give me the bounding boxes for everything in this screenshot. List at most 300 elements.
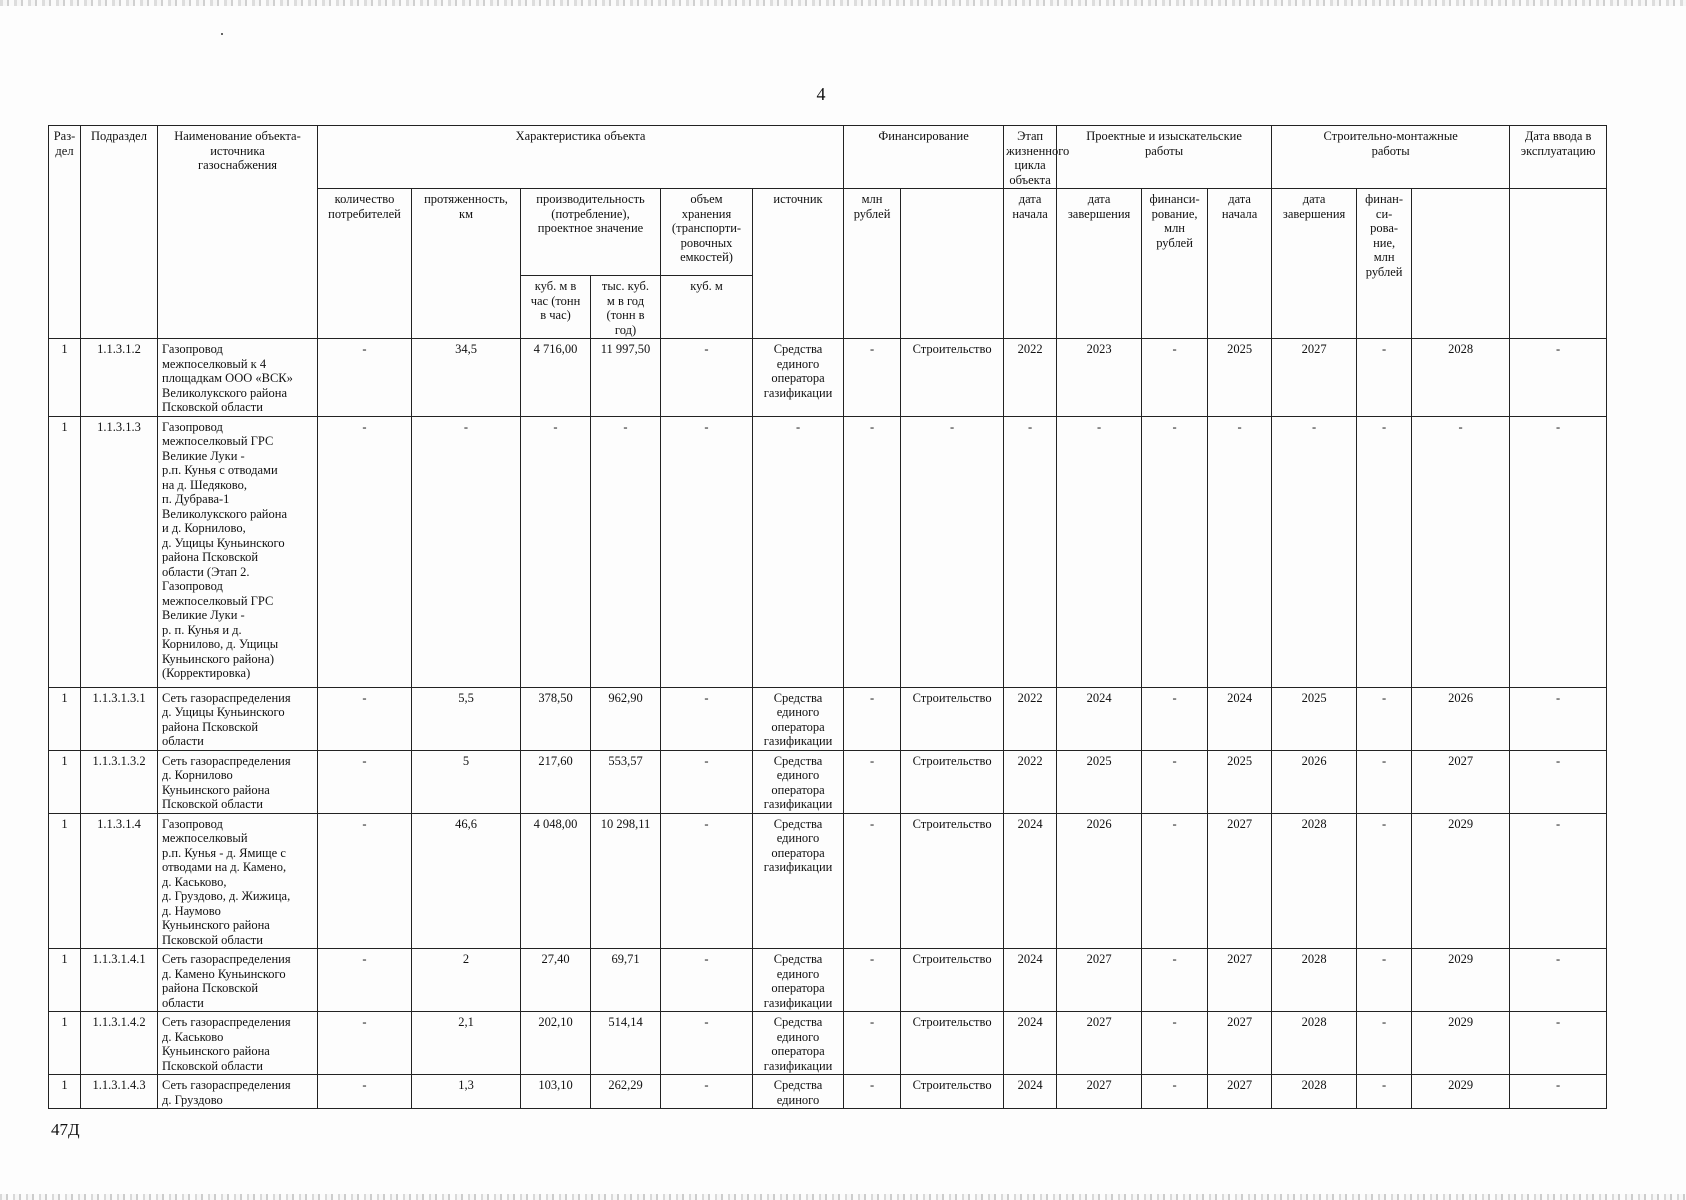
cell-text: 2027 (1086, 952, 1112, 966)
cell-text: 5,5 (458, 690, 474, 705)
cell-text: 2024 (1017, 952, 1043, 966)
header-design-end: дата завершения (1057, 189, 1142, 339)
cell-text: 1 (61, 419, 68, 434)
header-design-start: дата начала (1004, 189, 1057, 339)
cell-stage (901, 949, 1004, 1012)
cell-storage (661, 750, 753, 813)
cell-cap-hour (521, 339, 591, 417)
cell-text: 1 (61, 1078, 68, 1092)
cell-text: - (1312, 419, 1317, 434)
header-commissioning-date: Дата ввода в эксплуатацию (1510, 126, 1607, 189)
cell-length (412, 750, 521, 813)
cell-text: - (1556, 419, 1561, 434)
cell-source (753, 750, 844, 813)
cell-d-end (1057, 949, 1142, 1012)
document-code: 47Д (51, 1120, 80, 1139)
cell-mln (844, 416, 901, 687)
cell-text: Строительство (912, 1015, 992, 1029)
header-capacity: производительность (потребление), проектное значение (521, 189, 661, 276)
cell-podrazdel (81, 1012, 158, 1075)
cell-cap-hour (521, 813, 591, 949)
cell-mln (844, 750, 901, 813)
cell-text: - (869, 753, 875, 768)
cell-cap-hour (521, 416, 591, 687)
cell-c-fin (1357, 949, 1412, 1012)
cell-text: 1.1.3.1.3.2 (92, 753, 146, 768)
cell-name (158, 1075, 318, 1109)
cell-text: 962,90 (608, 690, 643, 705)
header-design-works: Проектные и изыскательские работы (1057, 126, 1272, 189)
table-row (49, 339, 1607, 417)
cell-text: Сеть газораспределения д. Камено Куньинского района Псковской области (162, 952, 291, 1010)
cell-text: - (362, 1015, 367, 1029)
cell-d-end (1057, 1075, 1142, 1109)
cell-stage (901, 1012, 1004, 1075)
cell-d-start (1004, 750, 1057, 813)
cell-cap-hour (521, 1012, 591, 1075)
table-row (49, 813, 1607, 949)
cell-storage (661, 1075, 753, 1109)
header-construction-works: Строительно-монтажные работы (1272, 126, 1510, 189)
cell-text: Средства единого оператора газификации (763, 1015, 833, 1073)
cell-text: 2022 (1017, 753, 1043, 768)
cell-cap-year (591, 687, 661, 750)
cell-d-fin (1142, 416, 1208, 687)
header-design-financing: финанси- рование, млн рублей (1142, 189, 1208, 339)
cell-text: - (704, 419, 709, 434)
cell-text: 2025 (1227, 753, 1253, 768)
cell-text: - (795, 419, 801, 434)
cell-text: - (1556, 753, 1561, 768)
cell-cap-hour (521, 1075, 591, 1109)
cell-c-fin (1357, 750, 1412, 813)
header-storage-volume: объем хранения (транспорти- ровочных емкостей) (661, 189, 753, 276)
cell-podrazdel (81, 949, 158, 1012)
cell-d-start (1004, 687, 1057, 750)
cell-text: 69,71 (611, 952, 640, 966)
cell-text: Средства единого оператора газификации (763, 952, 833, 1010)
cell-text: - (1556, 1015, 1561, 1029)
cell-text: Сеть газораспределения д. Каськово Куньинского района Псковской области (162, 1015, 291, 1073)
cell-text: - (869, 419, 875, 434)
cell-c-start (1208, 339, 1272, 417)
cell-c-fin (1357, 339, 1412, 417)
cell-text: 4 716,00 (533, 342, 578, 356)
cell-text: 2024 (1017, 1078, 1043, 1092)
cell-text: - (623, 419, 628, 434)
cell-d-fin (1142, 1012, 1208, 1075)
cell-text: - (463, 419, 469, 434)
header-lifecycle-stage: Этап жизненного цикла объекта (1004, 126, 1057, 189)
cell-text: 2,1 (458, 1015, 474, 1029)
cell-d-end (1057, 687, 1142, 750)
cell-text: 1.1.3.1.4.1 (92, 952, 146, 966)
cell-text: 1.1.3.1.2 (97, 342, 141, 356)
cell-text: - (1556, 1078, 1561, 1092)
header-cubic-m-hour: куб. м в час (тонн в час) (521, 276, 591, 339)
cell-d-fin (1142, 750, 1208, 813)
cell-text: 2026 (1448, 690, 1474, 705)
cell-stage (901, 416, 1004, 687)
cell-text: Средства единого оператора газификации (763, 342, 833, 400)
cell-razdel (49, 416, 81, 687)
header-stage-blank (901, 189, 1004, 339)
cell-source (753, 949, 844, 1012)
cell-text: - (1556, 690, 1561, 705)
cell-name (158, 949, 318, 1012)
cell-text: Строительство (912, 342, 992, 356)
cell-text: Газопровод межпоселковый к 4 площадкам ООО «ВСК» Великолукского района Псковской области (162, 342, 293, 414)
cell-text: 2022 (1017, 690, 1043, 705)
cell-cap-year (591, 339, 661, 417)
cell-consumers (318, 416, 412, 687)
cell-text: 2029 (1448, 1015, 1474, 1029)
cell-group (1510, 949, 1607, 1012)
cell-d-fin (1142, 813, 1208, 949)
cell-c-end (1272, 339, 1357, 417)
cell-text: 27,40 (541, 952, 570, 966)
cell-consumers (318, 949, 412, 1012)
header-construction-end: дата завершения (1272, 189, 1357, 339)
cell-group (1510, 416, 1607, 687)
cell-text: - (1172, 816, 1177, 831)
header-consumers-count: количество потребителей (318, 189, 412, 339)
cell-razdel (49, 813, 81, 949)
cell-text: - (1172, 1015, 1177, 1029)
cell-consumers (318, 1012, 412, 1075)
cell-text: 2 (462, 952, 470, 966)
cell-text: - (704, 952, 709, 966)
cell-group (1510, 813, 1607, 949)
cell-text: - (1382, 1078, 1387, 1092)
table-row (49, 750, 1607, 813)
cell-mln (844, 813, 901, 949)
cell-text: 1.1.3.1.4 (97, 816, 141, 831)
cell-text: Сеть газораспределения д. Груздово (162, 1078, 291, 1107)
cell-c-start (1208, 416, 1272, 687)
cell-text: - (1172, 1078, 1177, 1092)
header-financing: Финансирование (844, 126, 1004, 189)
cell-text: 46,6 (455, 816, 477, 831)
cell-source (753, 1012, 844, 1075)
cell-text: 514,14 (608, 1015, 643, 1029)
header-characteristics: Характеристика объекта (318, 126, 844, 189)
header-row-1 (49, 126, 1607, 189)
cell-text: Средства единого оператора газификации (763, 690, 833, 748)
cell-name (158, 1012, 318, 1075)
cell-c-start (1208, 1012, 1272, 1075)
cell-length (412, 1075, 521, 1109)
cell-text: 2026 (1086, 816, 1112, 831)
cell-text: - (869, 952, 875, 966)
cell-text: - (704, 816, 709, 831)
cell-storage (661, 339, 753, 417)
cell-text: 2025 (1086, 753, 1112, 768)
cell-text: Средства единого оператора газификации (763, 753, 833, 811)
cell-podrazdel (81, 813, 158, 949)
cell-text: 2024 (1227, 690, 1253, 705)
cell-group (1510, 687, 1607, 750)
cell-d-fin (1142, 687, 1208, 750)
cell-commission (1412, 687, 1510, 750)
cell-cap-year (591, 1012, 661, 1075)
cell-text: Строительство (912, 690, 992, 705)
header-object-name: Наименование объекта- источника газоснабжения (158, 126, 318, 339)
cell-text: - (949, 419, 955, 434)
cell-cap-year (591, 949, 661, 1012)
cell-text: 4 048,00 (533, 816, 578, 831)
cell-cap-year (591, 416, 661, 687)
cell-source (753, 813, 844, 949)
cell-group (1510, 750, 1607, 813)
cell-text: - (704, 1078, 709, 1092)
cell-text: Строительство (912, 952, 992, 966)
cell-c-end (1272, 416, 1357, 687)
cell-text: - (1382, 952, 1387, 966)
cell-razdel (49, 339, 81, 417)
cell-d-end (1057, 339, 1142, 417)
cell-c-end (1272, 949, 1357, 1012)
cell-c-fin (1357, 1075, 1412, 1109)
cell-text: - (362, 342, 367, 356)
cell-text: 2028 (1301, 816, 1327, 831)
cell-text: - (1382, 419, 1387, 434)
cell-c-start (1208, 813, 1272, 949)
header-construction-financing: финан- си- рова- ние, млн рублей (1357, 189, 1412, 339)
cell-cap-year (591, 813, 661, 949)
cell-podrazdel (81, 687, 158, 750)
cell-name (158, 813, 318, 949)
cell-c-fin (1357, 1012, 1412, 1075)
cell-stage (901, 1075, 1004, 1109)
cell-group (1510, 339, 1607, 417)
cell-text: - (362, 419, 367, 434)
cell-source (753, 1075, 844, 1109)
cell-razdel (49, 750, 81, 813)
cell-text: - (362, 753, 367, 768)
cell-podrazdel (81, 339, 158, 417)
scan-edge-top (0, 0, 1686, 6)
cell-d-end (1057, 416, 1142, 687)
header-thousand-cubic-m-year: тыс. куб. м в год (тонн в год) (591, 276, 661, 339)
cell-text: 217,60 (538, 753, 573, 768)
cell-text: Строительство (912, 753, 992, 768)
cell-cap-year (591, 1075, 661, 1109)
cell-c-end (1272, 1012, 1357, 1075)
cell-commission (1412, 1075, 1510, 1109)
cell-text: 11 997,50 (600, 342, 651, 356)
cell-name (158, 339, 318, 417)
cell-text: Средства единого (773, 1078, 823, 1107)
header-commissioning-blank (1412, 189, 1510, 339)
cell-c-start (1208, 687, 1272, 750)
cell-text: - (1172, 690, 1177, 705)
cell-text: 2022 (1017, 342, 1043, 356)
cell-storage (661, 1012, 753, 1075)
cell-c-start (1208, 1075, 1272, 1109)
cell-text: 1.1.3.1.3 (97, 419, 141, 434)
cell-d-fin (1142, 949, 1208, 1012)
cell-consumers (318, 687, 412, 750)
cell-d-end (1057, 813, 1142, 949)
cell-razdel (49, 1012, 81, 1075)
cell-name (158, 750, 318, 813)
cell-d-end (1057, 1012, 1142, 1075)
cell-mln (844, 687, 901, 750)
cell-razdel (49, 949, 81, 1012)
cell-text: 2027 (1301, 342, 1327, 356)
cell-d-start (1004, 1075, 1057, 1109)
cell-length (412, 339, 521, 417)
cell-text: - (1027, 419, 1033, 434)
cell-c-fin (1357, 416, 1412, 687)
cell-text: - (362, 690, 367, 705)
cell-razdel (49, 1075, 81, 1109)
cell-d-start (1004, 416, 1057, 687)
cell-commission (1412, 339, 1510, 417)
cell-text: 2026 (1301, 753, 1327, 768)
cell-source (753, 416, 844, 687)
cell-group (1510, 1012, 1607, 1075)
scan-edge-bottom (0, 1194, 1686, 1200)
cell-mln (844, 1075, 901, 1109)
cell-length (412, 949, 521, 1012)
cell-text: - (1556, 952, 1561, 966)
cell-storage (661, 687, 753, 750)
cell-text: Сеть газораспределения д. Корнилово Куньинского района Псковской области (162, 753, 291, 811)
cell-c-start (1208, 949, 1272, 1012)
cell-text: 2027 (1086, 1078, 1112, 1092)
cell-text: 34,5 (455, 342, 477, 356)
cell-d-fin (1142, 339, 1208, 417)
cell-text: - (1172, 419, 1177, 434)
cell-text: - (869, 342, 875, 356)
cell-commission (1412, 416, 1510, 687)
cell-text: 2023 (1086, 342, 1112, 356)
cell-consumers (318, 813, 412, 949)
cell-c-end (1272, 687, 1357, 750)
cell-text: 2024 (1017, 1015, 1043, 1029)
header-construction-start: дата начала (1208, 189, 1272, 339)
cell-text: - (869, 816, 875, 831)
cell-commission (1412, 1012, 1510, 1075)
cell-text: - (704, 342, 709, 356)
table-row (49, 416, 1607, 687)
cell-text: 1 (61, 816, 68, 831)
cell-text: - (1382, 1015, 1387, 1029)
cell-c-fin (1357, 813, 1412, 949)
cell-text: - (1556, 816, 1561, 831)
cell-text: 1.1.3.1.4.2 (92, 1015, 146, 1029)
cell-storage (661, 416, 753, 687)
cell-text: - (1382, 816, 1387, 831)
cell-text: 2024 (1017, 816, 1043, 831)
cell-d-end (1057, 750, 1142, 813)
cell-text: 553,57 (608, 753, 643, 768)
cell-commission (1412, 949, 1510, 1012)
cell-text: - (869, 1078, 875, 1092)
cell-text: 2027 (1227, 952, 1253, 966)
cell-text: - (1237, 419, 1242, 434)
cell-text: 2027 (1448, 753, 1474, 768)
cell-commission (1412, 813, 1510, 949)
cell-text: 378,50 (538, 690, 573, 705)
cell-podrazdel (81, 750, 158, 813)
table-row (49, 949, 1607, 1012)
cell-text: - (1172, 753, 1177, 768)
cell-consumers (318, 339, 412, 417)
cell-text: 2028 (1301, 952, 1327, 966)
cell-text: 2027 (1227, 1078, 1253, 1092)
header-length-km: протяженность, км (412, 189, 521, 339)
scan-speck (221, 33, 223, 35)
cell-text: 2028 (1301, 1015, 1327, 1029)
cell-text: - (1458, 419, 1463, 434)
cell-text: 2029 (1448, 952, 1474, 966)
cell-length (412, 813, 521, 949)
cell-cap-hour (521, 949, 591, 1012)
cell-text: - (869, 690, 875, 705)
cell-c-end (1272, 1075, 1357, 1109)
cell-mln (844, 949, 901, 1012)
cell-text: - (362, 1078, 367, 1092)
cell-text: - (1556, 342, 1561, 356)
header-razdel: Раз- дел (49, 126, 81, 339)
header-cubic-m: куб. м (661, 276, 753, 339)
cell-text: - (869, 1015, 875, 1029)
cell-podrazdel (81, 1075, 158, 1109)
header-group-blank (1510, 189, 1607, 339)
cell-length (412, 1012, 521, 1075)
cell-text: - (1172, 342, 1177, 356)
cell-text: - (553, 419, 558, 434)
cell-podrazdel (81, 416, 158, 687)
gasification-table (48, 125, 1607, 1109)
cell-text: 2024 (1086, 690, 1112, 705)
header-podrazdel: Подраздел (81, 126, 158, 339)
cell-text: - (704, 690, 709, 705)
cell-text: 2028 (1448, 342, 1474, 356)
cell-name (158, 416, 318, 687)
cell-d-start (1004, 1012, 1057, 1075)
cell-group (1510, 1075, 1607, 1109)
cell-cap-year (591, 750, 661, 813)
cell-length (412, 687, 521, 750)
cell-text: 5 (462, 753, 470, 768)
cell-text: 2027 (1227, 816, 1253, 831)
cell-consumers (318, 1075, 412, 1109)
cell-text: - (704, 753, 709, 768)
page-number: 4 (816, 84, 826, 104)
cell-cap-hour (521, 687, 591, 750)
table-row (49, 687, 1607, 750)
cell-consumers (318, 750, 412, 813)
table-row (49, 1075, 1607, 1109)
cell-storage (661, 813, 753, 949)
cell-text: 1 (61, 1015, 68, 1029)
cell-mln (844, 339, 901, 417)
cell-text: Газопровод межпоселковый ГРС Великие Луки - р.п. Кунья с отводами на д. Шедяково, п. Дубрава-1 Великолукского района и д. Корнилово, д. Ущицы Куньинского района Псковской области (Этап 2. Газопровод межпоселковый ГРС Великие Луки - р. п. Кунья и д. Корнилово, д. Ущицы Куньинского района) (Корректировка) (162, 419, 287, 680)
cell-stage (901, 750, 1004, 813)
cell-text: - (1382, 342, 1387, 356)
cell-text: 10 298,11 (600, 816, 651, 831)
cell-mln (844, 1012, 901, 1075)
cell-text: 1,3 (458, 1078, 474, 1092)
table-row (49, 1012, 1607, 1075)
cell-text: 103,10 (538, 1078, 573, 1092)
cell-text: - (362, 952, 367, 966)
cell-c-start (1208, 750, 1272, 813)
